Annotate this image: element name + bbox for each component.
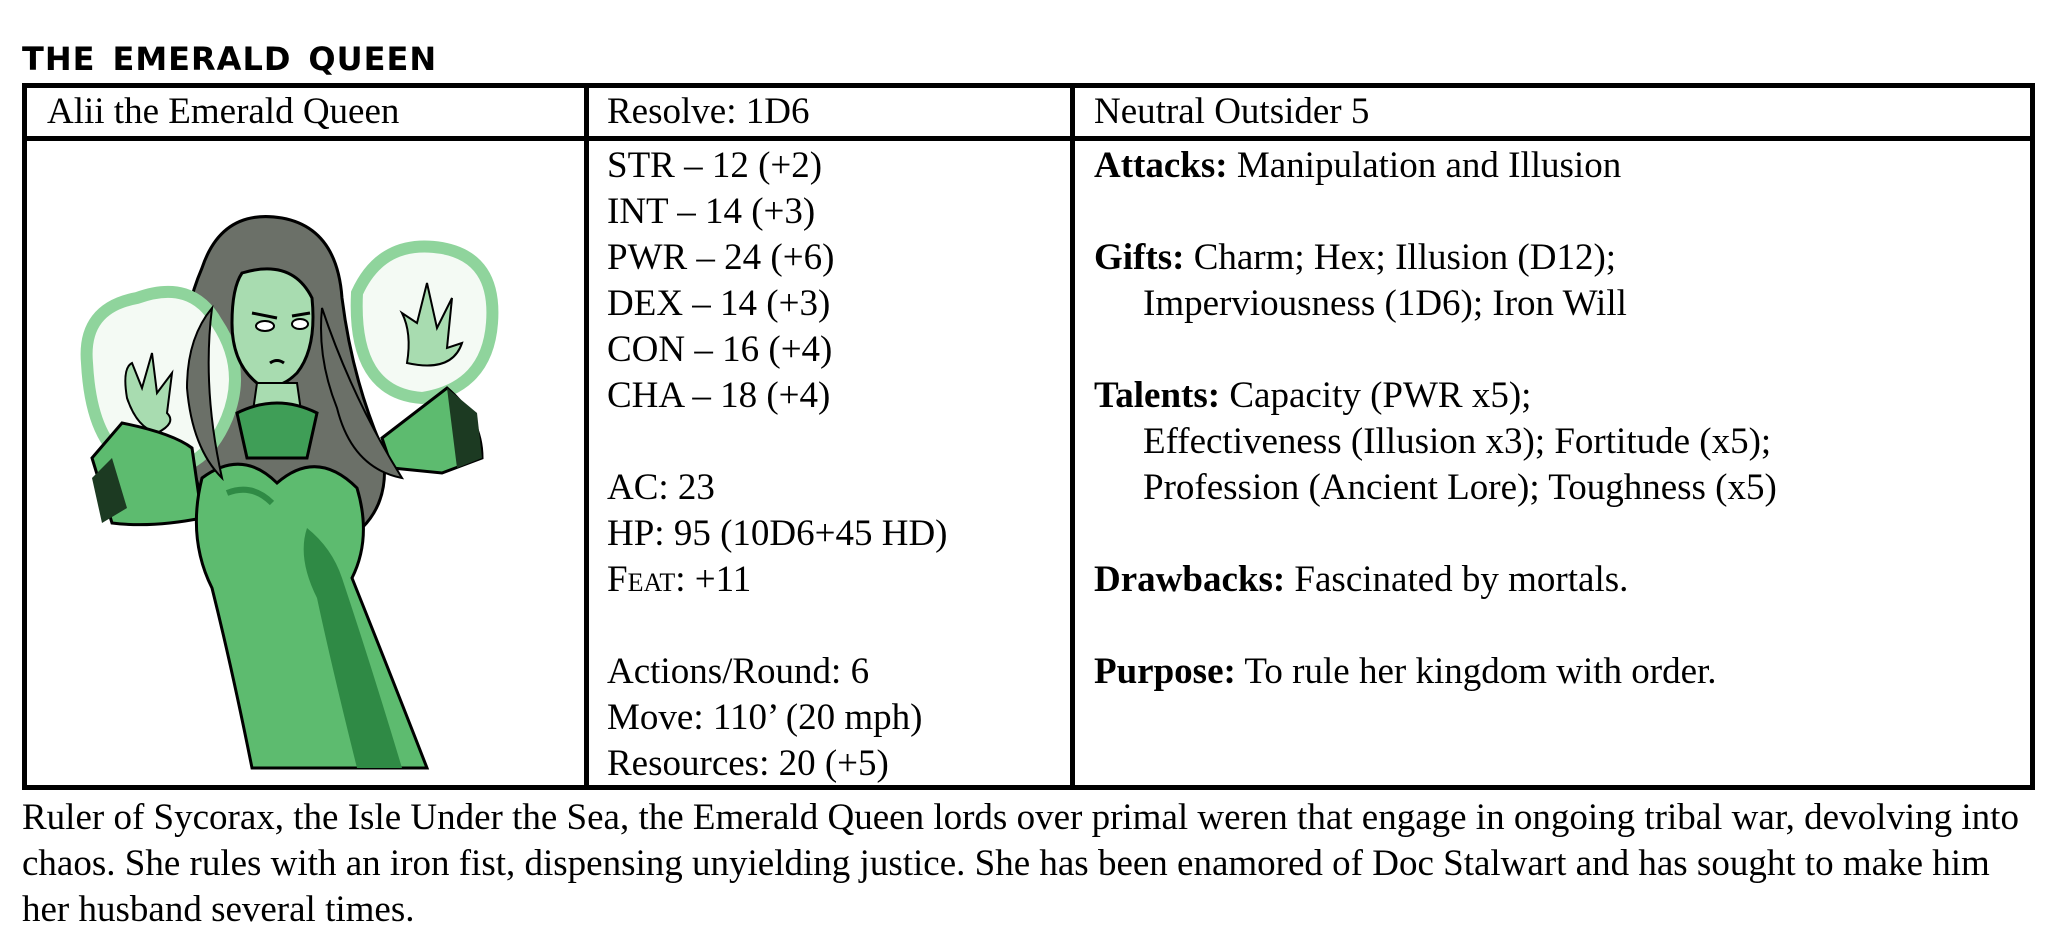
traits-column bbox=[1094, 143, 1777, 695]
drawbacks-label: Drawbacks: bbox=[1094, 559, 1286, 600]
attacks-label: Attacks: bbox=[1094, 145, 1228, 186]
stat-dex: DEX – 14 (+3) bbox=[607, 283, 831, 324]
resolve-value: Resolve: 1D6 bbox=[607, 91, 810, 132]
drawbacks-line bbox=[1094, 557, 1777, 603]
stat-cha: CHA – 18 (+4) bbox=[607, 375, 831, 416]
talents-label: Talents: bbox=[1094, 375, 1221, 416]
attacks-text: Manipulation and Illusion bbox=[1227, 145, 1622, 186]
talents-text-continued: Profession (Ancient Lore); Toughness (x5) bbox=[1143, 467, 1777, 508]
character-name: Alii the Emerald Queen bbox=[47, 91, 400, 132]
gifts-label: Gifts: bbox=[1094, 237, 1185, 278]
character-type: Neutral Outsider 5 bbox=[1094, 91, 1370, 132]
talents-text-continued: Effectiveness (Illusion x3); Fortitude (x5); bbox=[1143, 421, 1772, 462]
character-sheet-table bbox=[22, 83, 2035, 790]
stat-resources: Resources: 20 (+5) bbox=[607, 743, 889, 784]
stat-feat bbox=[607, 557, 948, 603]
character-description: Ruler of Sycorax, the Isle Under the Sea, the Emerald Queen lords over primal weren that engage in ongoing tribal war, devolving into chaos. She rules with an iron fist, dispensing unyielding justice. She has been enamored of Doc Stalwart and has sought to make him her husband several times. bbox=[22, 797, 2019, 930]
feat-label: Feat bbox=[607, 559, 676, 600]
column-divider bbox=[584, 88, 589, 785]
emerald-queen-portrait bbox=[52, 148, 572, 788]
gifts-line bbox=[1094, 235, 1777, 281]
column-divider bbox=[1070, 88, 1075, 785]
page-title: the emerald queen bbox=[22, 27, 438, 81]
purpose-line bbox=[1094, 649, 1777, 695]
stat-hp: HP: 95 (10D6+45 HD) bbox=[607, 513, 948, 554]
feat-value: : +11 bbox=[675, 559, 752, 600]
drawbacks-text: Fascinated by mortals. bbox=[1285, 559, 1629, 600]
talents-text: Capacity (PWR x5); bbox=[1220, 375, 1532, 416]
purpose-label: Purpose: bbox=[1094, 651, 1236, 692]
ability-scores-column bbox=[607, 143, 948, 787]
stat-ac: AC: 23 bbox=[607, 467, 715, 508]
purpose-text: To rule her kingdom with order. bbox=[1235, 651, 1717, 692]
stat-actions: Actions/Round: 6 bbox=[607, 651, 870, 692]
gifts-text-continued: Imperviousness (1D6); Iron Will bbox=[1143, 283, 1627, 324]
gifts-text: Charm; Hex; Illusion (D12); bbox=[1184, 237, 1617, 278]
stat-con: CON – 16 (+4) bbox=[607, 329, 833, 370]
header-divider bbox=[27, 136, 2030, 141]
stat-pwr: PWR – 24 (+6) bbox=[607, 237, 835, 278]
stat-move: Move: 110’ (20 mph) bbox=[607, 697, 923, 738]
stat-int: INT – 14 (+3) bbox=[607, 191, 816, 232]
stat-str: STR – 12 (+2) bbox=[607, 145, 823, 186]
talents-line bbox=[1094, 373, 1777, 419]
attacks-line bbox=[1094, 143, 1777, 189]
